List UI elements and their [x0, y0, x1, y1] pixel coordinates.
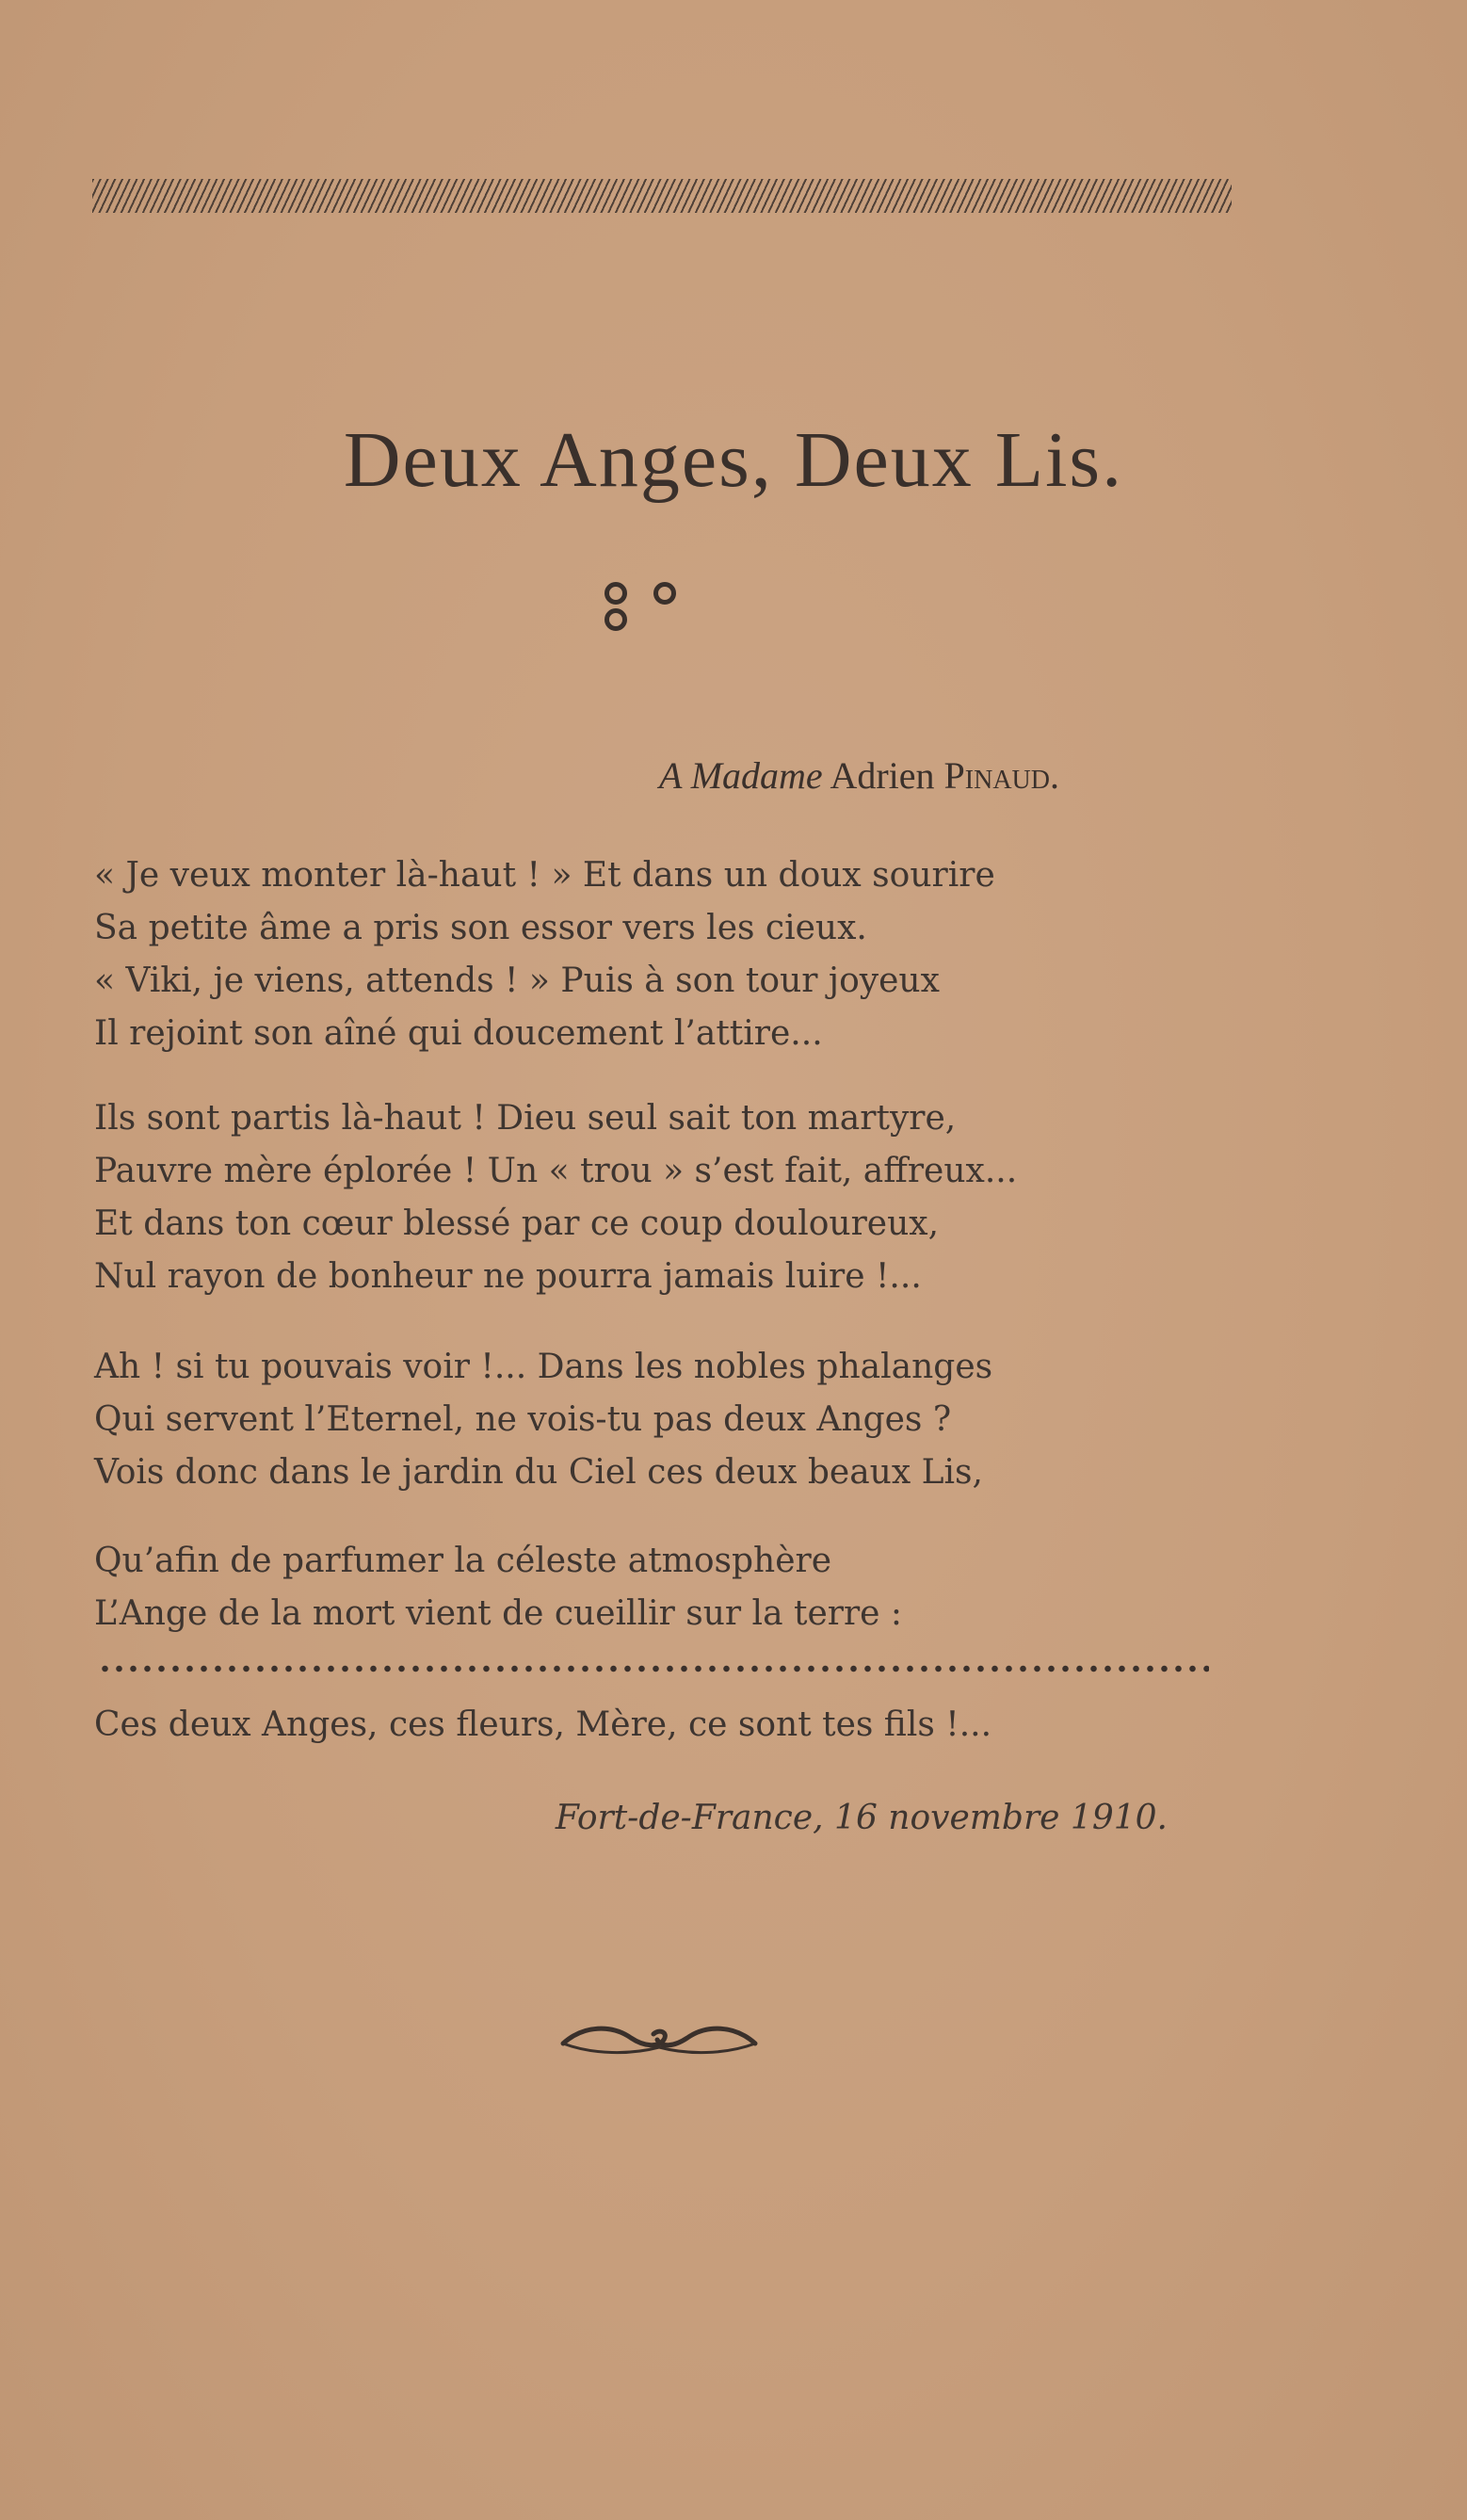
- verse-line: Qui servent l’Eternel, ne vois-tu pas deux Anges ?: [94, 1400, 952, 1439]
- poem-title: Deux Anges, Deux Lis.: [343, 416, 1124, 504]
- final-verse: [94, 1699, 1186, 1752]
- dedication-prefix: A Madame: [659, 754, 823, 797]
- stanza-2: [94, 1092, 1186, 1303]
- stanza-3: [94, 1341, 1186, 1499]
- verse-line: Il rejoint son aîné qui doucement l’attire...: [94, 1014, 823, 1053]
- verse-line: Et dans ton cœur blessé par ce coup douloureux,: [94, 1204, 940, 1243]
- verse-line: « Viki, je viens, attends ! » Puis à son tour joyeux: [94, 961, 940, 1000]
- dedication-name: Adrien: [830, 754, 935, 797]
- dedication-end: .: [1050, 754, 1059, 797]
- verse-line: Sa petite âme a pris son essor vers les cieux.: [94, 909, 867, 947]
- verse-line: L’Ange de la mort vient de cueillir sur la terre :: [94, 1594, 903, 1633]
- verse-line: Qu’afin de parfumer la céleste atmosphère: [94, 1542, 832, 1580]
- verse-line: Vois donc dans le jardin du Ciel ces deux beaux Lis,: [94, 1453, 983, 1492]
- verse-line: Nul rayon de bonheur ne pourra jamais luire !...: [94, 1257, 922, 1296]
- dedication: [659, 753, 1158, 798]
- verse-line: Ah ! si tu pouvais voir !... Dans les nobles phalanges: [94, 1348, 993, 1386]
- stanza-4: [94, 1535, 1186, 1640]
- verse-line: Ces deux Anges, ces fleurs, Mère, ce sont tes fils !...: [94, 1705, 992, 1744]
- circle-icon: [605, 582, 627, 605]
- verse-line: Ils sont partis là-haut ! Dieu seul sait ton martyre,: [94, 1099, 957, 1138]
- place-and-date: Fort-de-France, 16 novembre 1910.: [555, 1799, 1168, 1837]
- circle-icon: [605, 608, 627, 631]
- flourish-ornament: [556, 2015, 763, 2062]
- dedication-surname: Pinaud: [943, 754, 1050, 797]
- decorative-hatched-rule: [92, 179, 1232, 213]
- verse-line: Pauvre mère éplorée ! Un « trou » s’est fait, affreux...: [94, 1152, 1018, 1190]
- stanza-1: [94, 849, 1186, 1060]
- dotted-separator: [98, 1663, 1209, 1674]
- three-circles-ornament: [591, 582, 733, 605]
- verse-line: « Je veux monter là-haut ! » Et dans un doux sourire: [94, 856, 995, 895]
- circle-icon: [653, 582, 676, 605]
